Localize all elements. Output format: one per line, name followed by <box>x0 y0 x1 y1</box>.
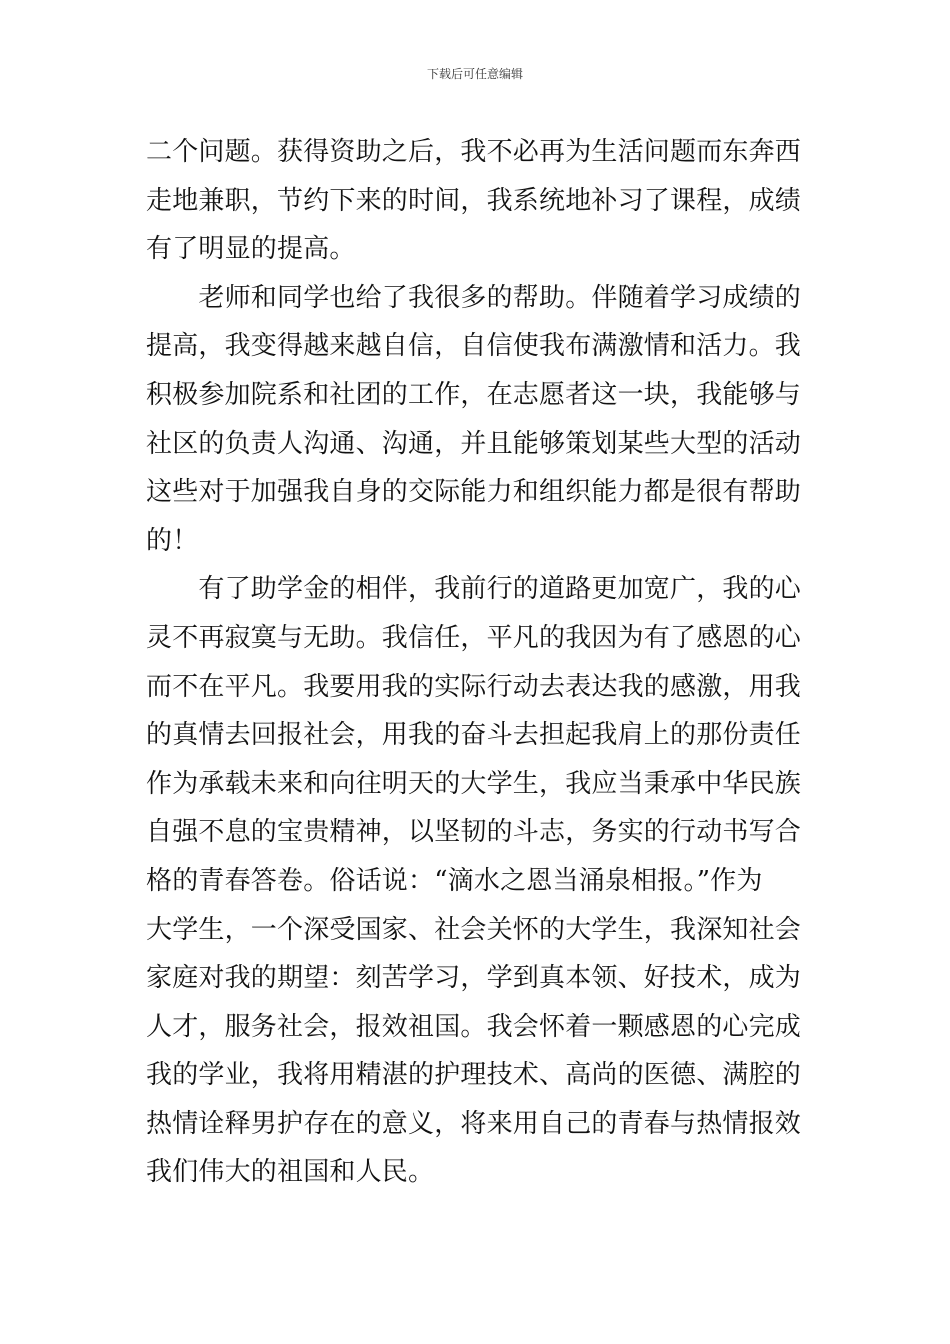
text-line: 灵不再寂寞与无助。我信任，平凡的我因为有了感恩的心 <box>146 622 802 653</box>
text-line: 自强不息的宝贵精神，以坚韧的斗志，务实的行动书写合 <box>146 817 802 848</box>
text-line: 的！ <box>146 525 199 556</box>
text-line: 这些对于加强我自身的交际能力和组织能力都是很有帮助 <box>146 477 802 508</box>
text-line: 提高，我变得越来越自信，自信使我布满激情和活力。我 <box>146 331 802 362</box>
text-line: 有了助学金的相伴，我前行的道路更加宽广，我的心 <box>146 574 802 605</box>
text-line: 二个问题。获得资助之后，我不必再为生活问题而东奔西 <box>146 137 802 167</box>
text-line: 而不在平凡。我要用我的实际行动去表达我的感激，用我 <box>146 671 802 702</box>
text-line: 作为承载未来和向往明天的大学生，我应当秉承中华民族 <box>146 768 802 799</box>
text-line: 社区的负责人沟通、沟通，并且能够策划某些大型的活动 <box>146 428 802 459</box>
text-line: 人才，服务社会，报效祖国。我会怀着一颗感恩的心完成 <box>146 1011 802 1042</box>
text-line: 热情诠释男护存在的意义，将来用自己的青春与热情报效 <box>146 1108 802 1139</box>
text-line: 积极参加院系和社团的工作，在志愿者这一块，我能够与 <box>146 379 802 410</box>
text-line: 家庭对我的期望：刻苦学习，学到真本领、好技术，成为 <box>146 963 802 994</box>
text-line: 走地兼职，节约下来的时间，我系统地补习了课程，成绩 <box>146 185 802 216</box>
body-text <box>146 128 808 1197</box>
text-line: 格的青春答卷。俗话说：“滴水之恩当涌泉相报。”作为 <box>146 865 763 896</box>
text-line: 大学生，一个深受国家、社会关怀的大学生，我深知社会 <box>146 914 802 945</box>
text-line: 有了明显的提高。 <box>146 234 356 265</box>
page-header: 下载后可任意编辑 <box>426 67 523 81</box>
text-line: 我的学业，我将用精湛的护理技术、高尚的医德、满腔的 <box>146 1060 802 1091</box>
text-line: 老师和同学也给了我很多的帮助。伴随着学习成绩的 <box>146 282 802 313</box>
text-line: 的真情去回报社会，用我的奋斗去担起我肩上的那份责任 <box>146 720 802 751</box>
text-line: 我们伟大的祖国和人民。 <box>146 1157 435 1188</box>
